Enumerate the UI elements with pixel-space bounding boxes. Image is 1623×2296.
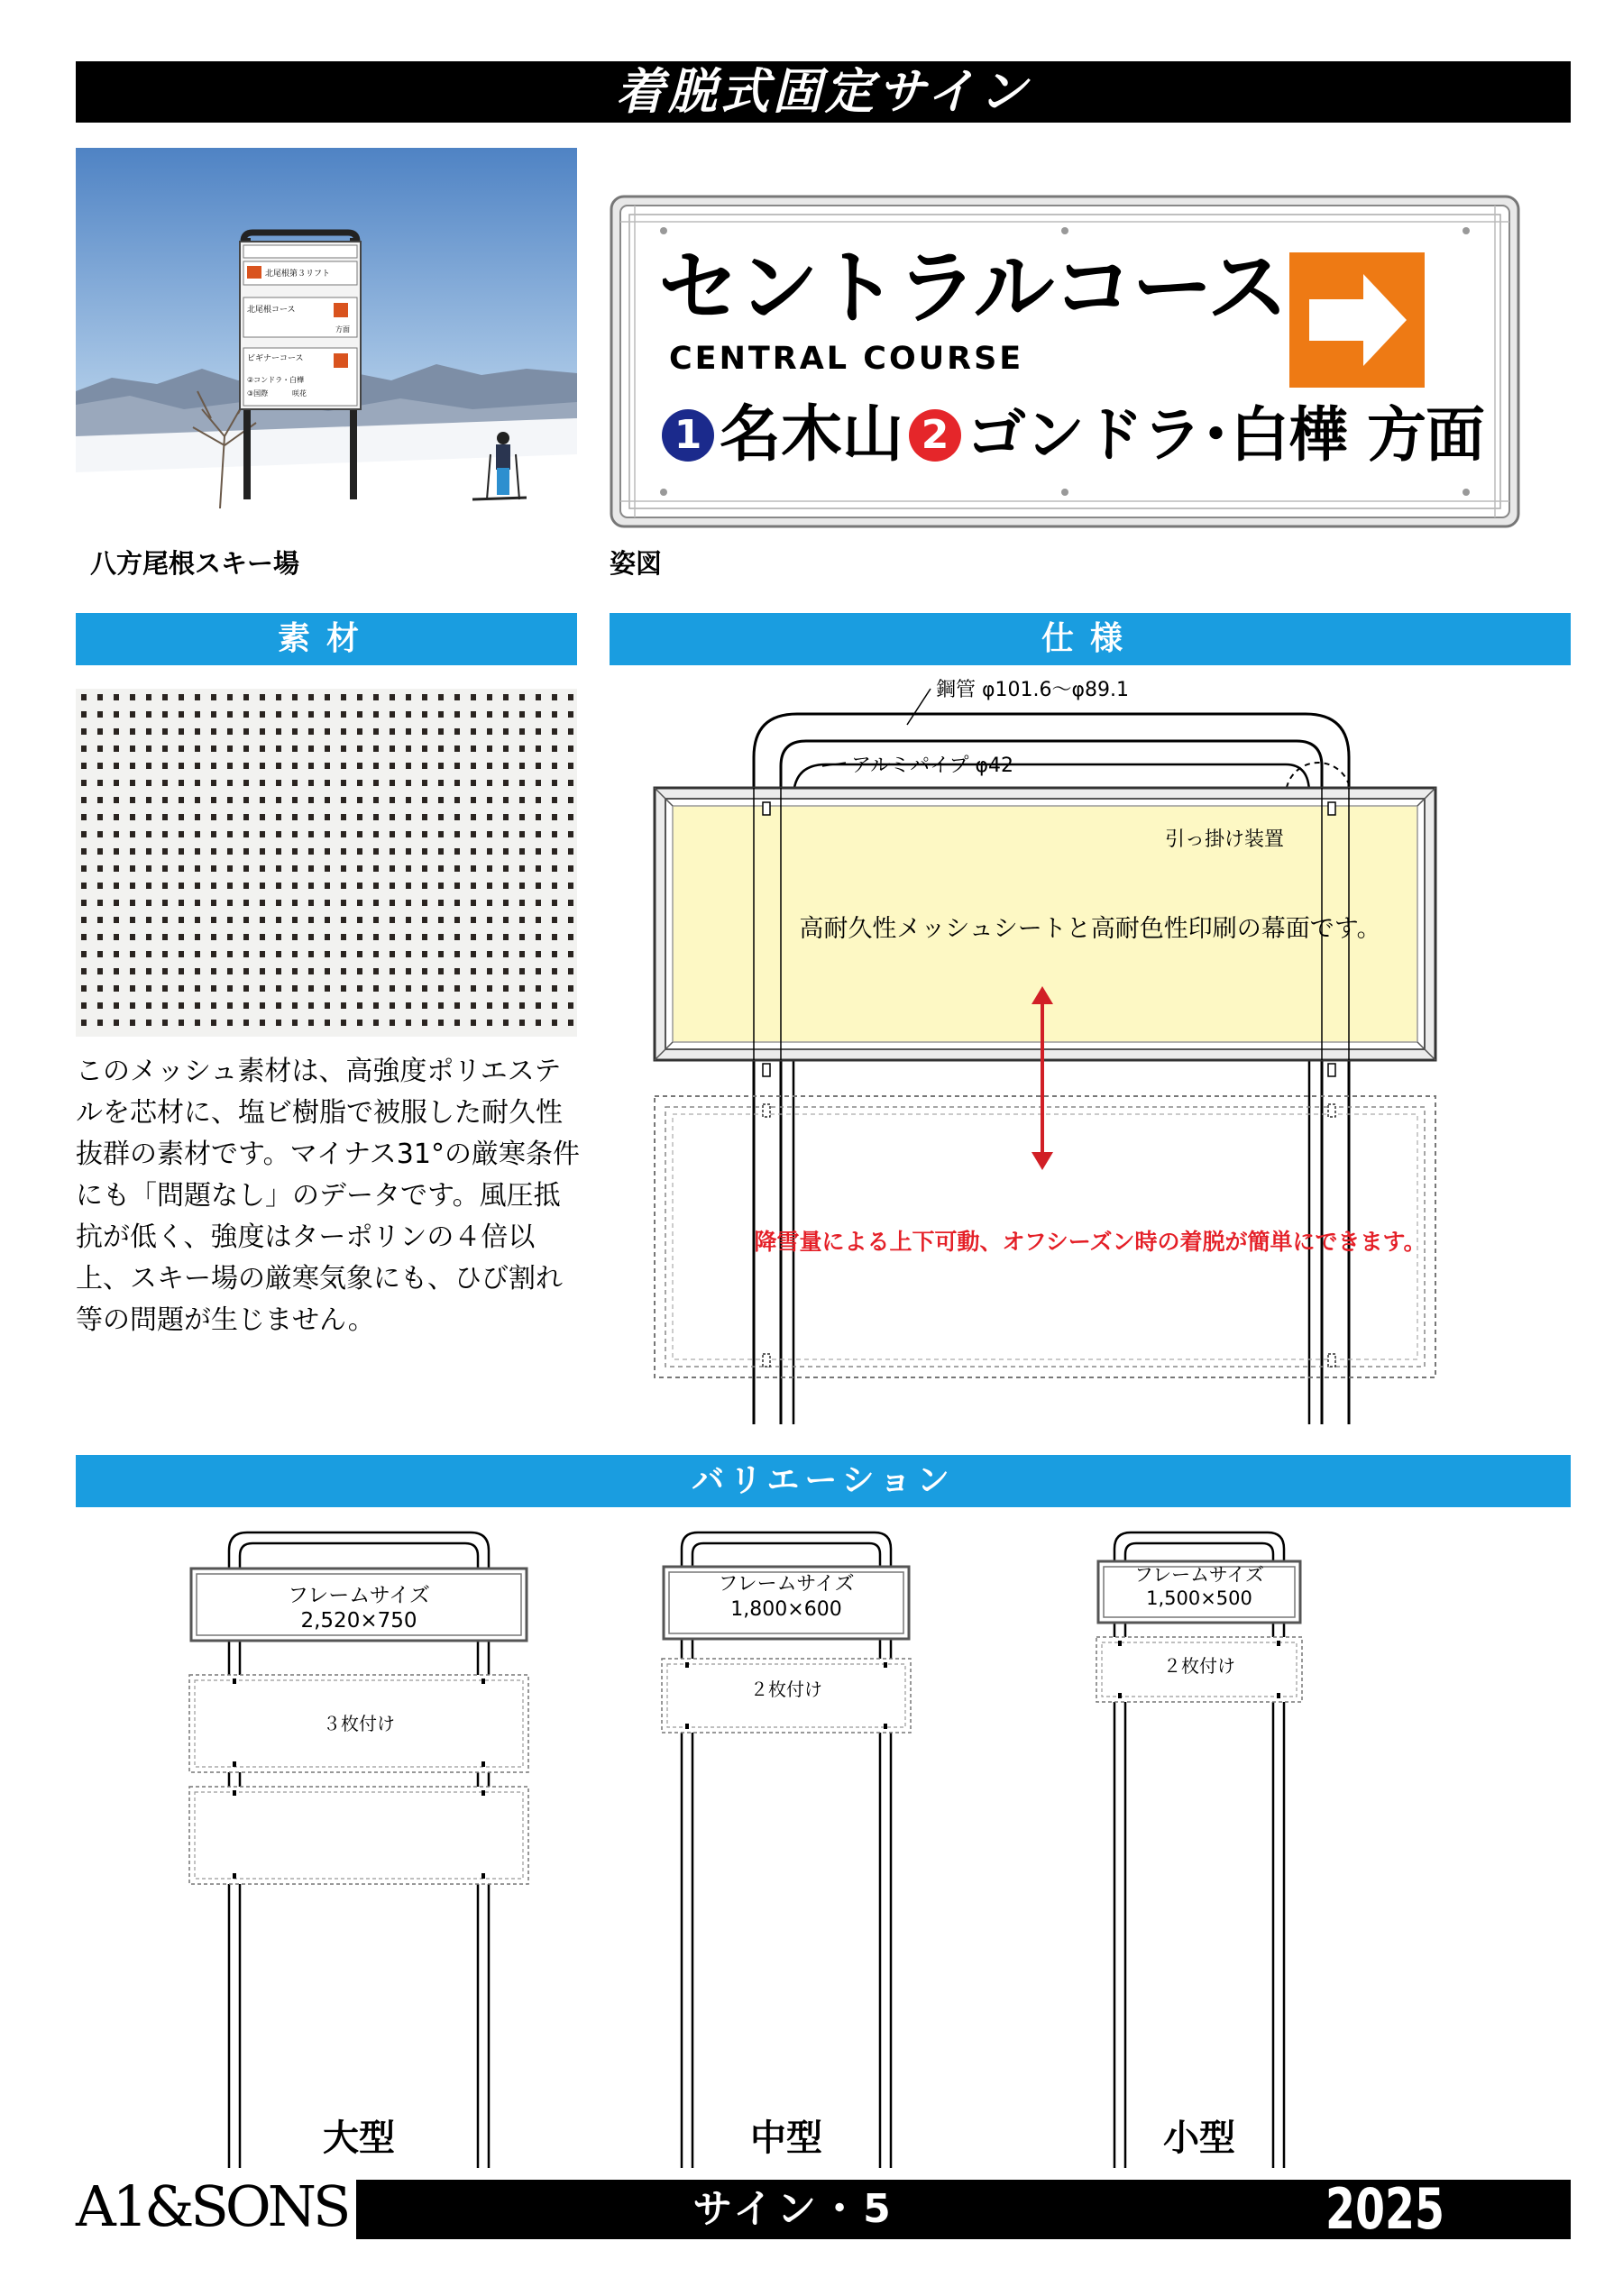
photo-sign-row-6: ③国際 — [247, 389, 269, 398]
photo-caption: 八方尾根スキー場 — [90, 548, 300, 579]
large-type-name: 大型 — [323, 2118, 395, 2159]
destination-1: 名木山 — [720, 399, 904, 471]
small-type-name: 小型 — [1163, 2118, 1235, 2159]
variation-heading: バリエーション — [76, 1455, 1571, 1507]
spec-structure-drawing — [610, 676, 1571, 1424]
large-panel-count: ３枚付け — [323, 1713, 395, 1734]
small-frame-label: フレームサイズ — [1133, 1564, 1265, 1586]
page-title: 着脱式固定サイン — [76, 61, 1571, 123]
photo-sign-row-2: 北尾根コース — [247, 306, 296, 315]
spec-heading: 仕様 — [610, 613, 1571, 665]
photo-sign-row-3: 方面 — [335, 325, 350, 334]
destination-1-number: 1 — [662, 409, 714, 462]
medium-sign-drawing — [662, 1532, 911, 2168]
small-sign-drawing — [1096, 1532, 1302, 2168]
catalog-year: 2025 — [1325, 2176, 1444, 2242]
material-description: このメッシュ素材は、高強度ポリエステルを芯材に、塩ビ樹脂で被服した耐久性抜群の素材です。マイナス31°の厳寒条件にも「問題なし」のデータです。風圧抵抗が低く、強度はターポリンの４倍以上、スキー場の厳寒気象にも、ひび割れ等の問題が生じません。 — [76, 1056, 580, 1336]
logo-text: A1&SONS — [76, 2173, 348, 2239]
photo-sign-row-1: 北尾根第３リフト — [265, 270, 331, 279]
mesh-material-image — [76, 689, 577, 1037]
hook-label: 引っ掛け装置 — [1165, 824, 1284, 852]
medium-type-name: 中型 — [750, 2118, 822, 2159]
photo-sign-row-7: 咲花 — [292, 389, 307, 398]
destination-2: ゴンドラ･白樺 方面 — [967, 400, 1484, 470]
medium-frame-size: 1,800×600 — [730, 1598, 842, 1621]
small-frame-size: 1,500×500 — [1146, 1587, 1252, 1609]
material-heading: 素材 — [76, 613, 577, 665]
destination-2-number: 2 — [909, 409, 961, 462]
photo-sign-row-4: ビギナーコース — [247, 354, 304, 363]
medium-panel-count: ２枚付け — [750, 1679, 822, 1700]
photo-sign-row-5: ②コンドラ・白樺 — [247, 376, 305, 384]
steel-pipe-label: 鋼管 φ101.6〜φ89.1 — [936, 679, 1129, 701]
right-arrow-icon — [1289, 252, 1425, 388]
ski-resort-photo — [76, 148, 577, 577]
elevation-caption: 姿図 — [610, 548, 663, 579]
movable-note: 降雪量による上下可動、オフシーズン時の着脱が簡単にできます。 — [754, 1229, 1426, 1255]
sign-title-en: CENTRAL COURSE — [669, 341, 1024, 377]
medium-frame-label: フレームサイズ — [718, 1573, 855, 1596]
page-label: サイン・5 — [692, 2186, 894, 2232]
sign-title-ja: セントラルコース — [658, 241, 1287, 335]
alu-pipe-label: アルミパイプ φ42 — [851, 755, 1013, 777]
spec-diagram — [610, 676, 1571, 1424]
panel-description: 高耐久性メッシュシートと高耐色性印刷の幕面です。 — [799, 915, 1381, 943]
company-logo — [76, 2171, 356, 2243]
large-frame-label: フレームサイズ — [288, 1584, 430, 1607]
small-panel-count: ２枚付け — [1163, 1655, 1235, 1677]
large-frame-size: 2,520×750 — [300, 1609, 417, 1633]
